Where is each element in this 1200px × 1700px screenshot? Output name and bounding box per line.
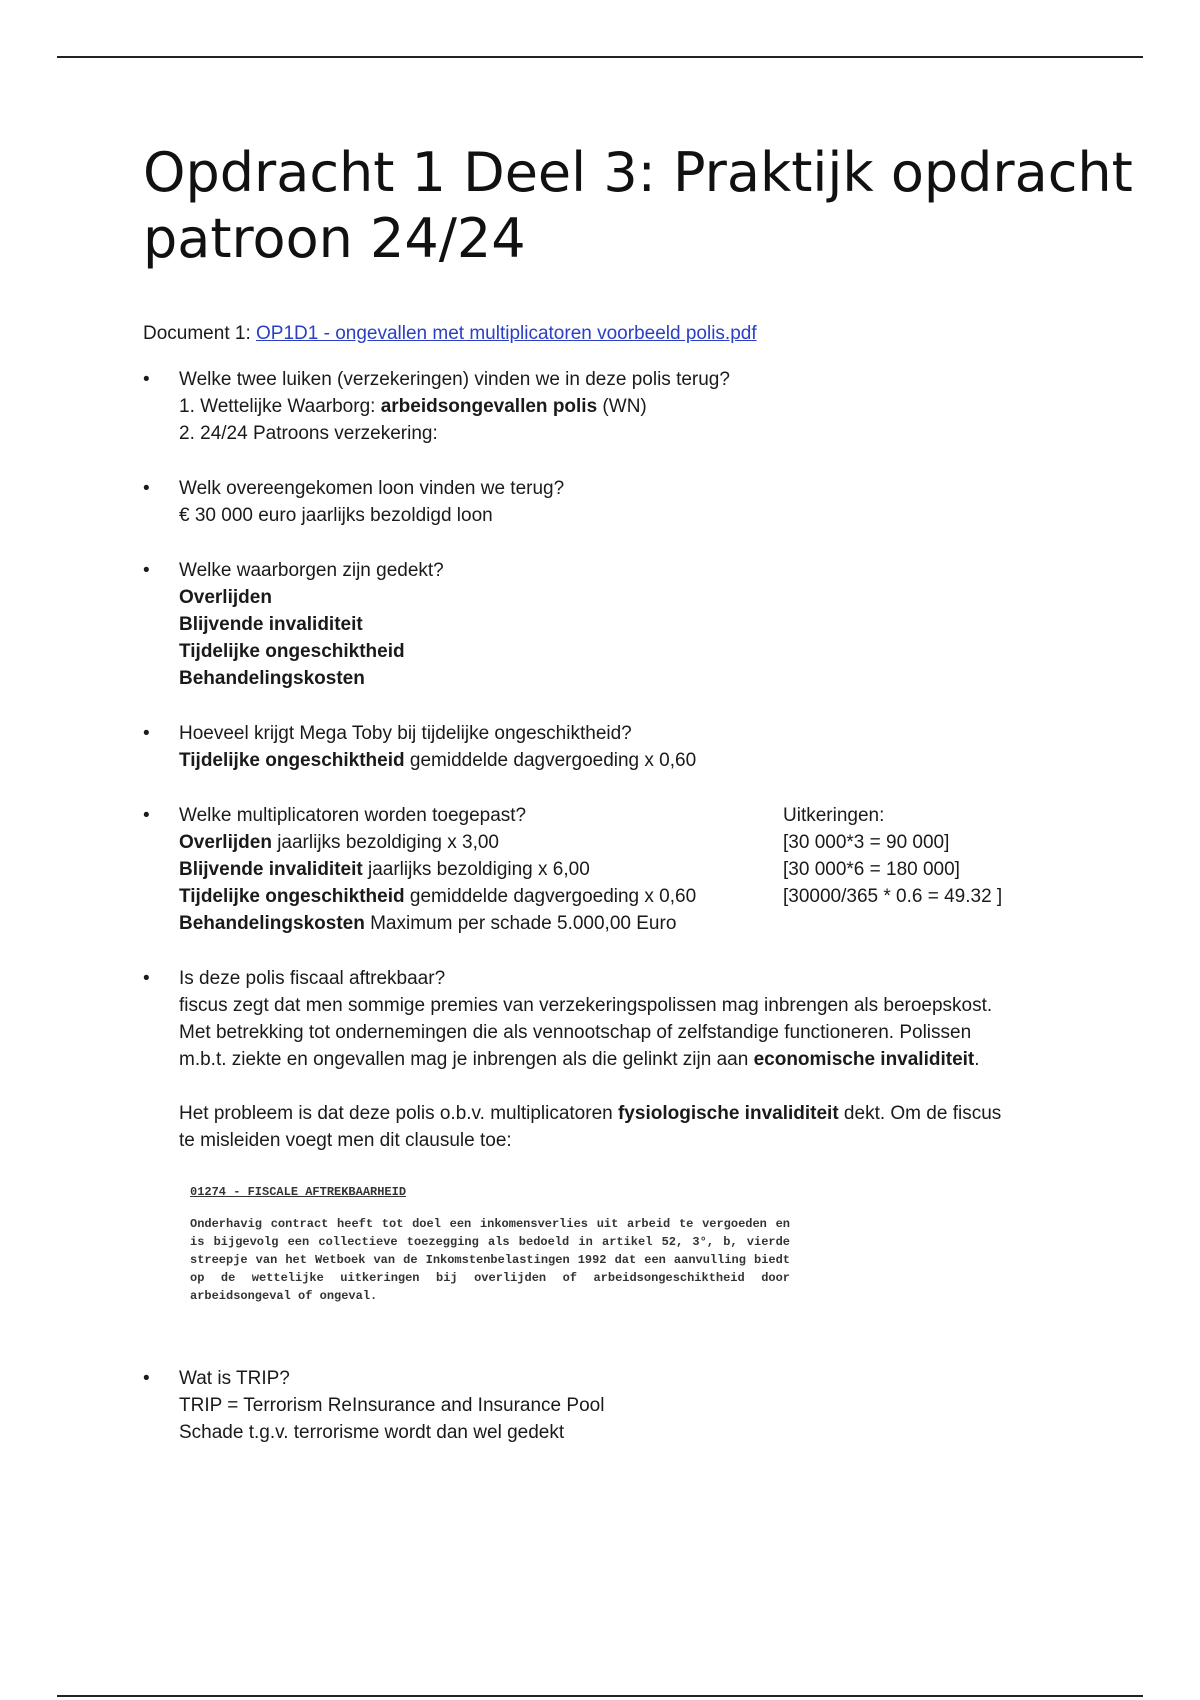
benefit-value: [30000/365 * 0.6 = 49.32 ]: [783, 886, 1003, 907]
answer-line: € 30 000 euro jaarlijks bezoldigd loon: [179, 505, 493, 526]
answer-line: Tijdelijke ongeschiktheid gemiddelde dagvergoeding x 0,60: [179, 750, 697, 771]
clause-text: Onderhavig contract heeft tot doel een inkomensverlies uit arbeid te vergoeden en is bijgevolg een collectieve toezegging als bedoeld in artikel 52, 3°, b, vierde streepje van het Wetboek van de Inkomstenbelastingen 1992 dat een aanvulling biedt op de wettelijke uitkeringen bij overlijden of arbeidsongeschiktheid door arbeidsongeval of ongeval.: [190, 1217, 790, 1303]
page-title: Opdracht 1 Deel 3: Praktijk opdracht patroon 24/24: [143, 141, 1133, 270]
paragraph-line: fiscus zegt dat men sommige premies van verzekeringspolissen mag inbrengen als beroepskost.: [179, 995, 993, 1016]
paragraph-line: Het probleem is dat deze polis o.b.v. multiplicatoren fysiologische invaliditeit dekt. Om de fiscus: [179, 1103, 1002, 1124]
question: Welke waarborgen zijn gedekt?: [179, 560, 444, 581]
document-prefix: Document 1:: [143, 323, 256, 344]
document-reference: [143, 321, 757, 347]
benefit-value: [30 000*6 = 180 000]: [783, 859, 960, 880]
paragraph-line: Met betrekking tot ondernemingen die als vennootschap of zelfstandige functioneren. Polissen: [179, 1022, 972, 1043]
question: Welke twee luiken (verzekeringen) vinden we in deze polis terug?: [179, 369, 730, 390]
multiplier-row: Behandelingskosten Maximum per schade 5.000,00 Euro: [179, 913, 677, 934]
document-link[interactable]: OP1D1 - ongevallen met multiplicatoren voorbeeld polis.pdf: [256, 323, 757, 344]
question: Welke multiplicatoren worden toegepast?: [179, 805, 527, 826]
answer-line: 2. 24/24 Patroons verzekering:: [179, 423, 438, 444]
question: Wat is TRIP?: [179, 1368, 290, 1389]
bullet-icon: •: [143, 560, 150, 581]
bullet-icon: •: [143, 1368, 150, 1389]
clause-excerpt: [190, 1183, 790, 1305]
benefits-header: Uitkeringen:: [783, 805, 885, 826]
benefits-column: [783, 802, 1043, 910]
question: Is deze polis fiscaal aftrekbaar?: [179, 968, 446, 989]
coverage-item: Behandelingskosten: [179, 668, 365, 689]
coverage-item: Overlijden: [179, 587, 272, 608]
bullet-icon: •: [143, 478, 150, 499]
multiplier-row: Overlijden jaarlijks bezoldiging x 3,00: [179, 832, 499, 853]
question: Hoeveel krijgt Mega Toby bij tijdelijke ongeschiktheid?: [179, 723, 632, 744]
question: Welk overeengekomen loon vinden we terug?: [179, 478, 565, 499]
coverage-item: Blijvende invaliditeit: [179, 614, 363, 635]
benefit-value: [30 000*3 = 90 000]: [783, 832, 950, 853]
multiplier-row: Blijvende invaliditeit jaarlijks bezoldiging x 6,00: [179, 859, 590, 880]
bullet-icon: •: [143, 369, 150, 390]
coverage-item: Tijdelijke ongeschiktheid: [179, 641, 405, 662]
spacer: [179, 1073, 1079, 1100]
answer-line: Schade t.g.v. terrorisme wordt dan wel gedekt: [179, 1422, 565, 1443]
bottom-rule: [57, 1695, 1143, 1697]
clause-heading: 01274 - FISCALE AFTREKBAARHEID: [190, 1185, 407, 1199]
answer-line: TRIP = Terrorism ReInsurance and Insurance Pool: [179, 1395, 605, 1416]
paragraph-line: m.b.t. ziekte en ongevallen mag je inbrengen als die gelinkt zijn aan economische invaliditeit.: [179, 1049, 980, 1070]
top-rule: [57, 56, 1143, 58]
answer-line: 1. Wettelijke Waarborg: arbeidsongevallen polis (WN): [179, 396, 647, 417]
bullet-icon: •: [143, 723, 150, 744]
paragraph-line: te misleiden voegt men dit clausule toe:: [179, 1130, 512, 1151]
multiplier-row: Tijdelijke ongeschiktheid gemiddelde dagvergoeding x 0,60: [179, 886, 697, 907]
bullet-icon: •: [143, 805, 150, 826]
bullet-icon: •: [143, 968, 150, 989]
